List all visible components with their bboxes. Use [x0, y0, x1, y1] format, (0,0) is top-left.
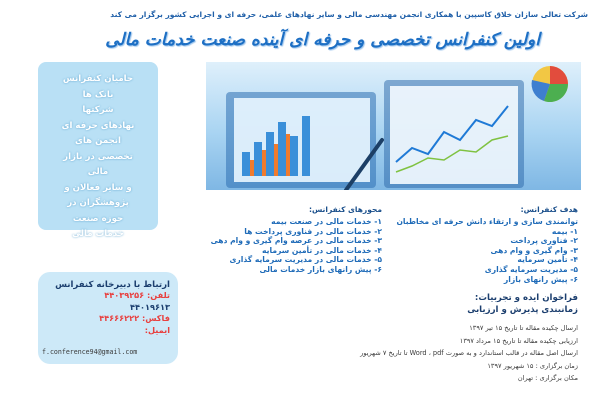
contact-phone-2: ۴۴۰۱۹۶۱۳	[130, 301, 170, 312]
goal-item: ۳- وام گیری و وام دهی	[490, 245, 578, 255]
topic-item: ۲- خدمات مالی در فناوری پرداخت ها	[244, 226, 382, 236]
sponsors-line: بانک ها	[82, 89, 114, 100]
topics-section	[210, 205, 382, 275]
contact-fax: فاکس: ۴۴۶۶۶۲۲۲	[99, 313, 170, 323]
sponsors-line: نهادهای حرفه ای	[61, 120, 135, 131]
contact-email-label: ایمیل:	[144, 324, 170, 335]
sponsors-line: انجمن های	[75, 136, 121, 146]
topic-item: ۶- پیش رانهای بازار خدمات مالی	[259, 264, 382, 274]
sponsors-line: پژوهشگران در	[67, 198, 129, 208]
sponsors-heading: حامیان کنفرانس	[62, 74, 134, 84]
intro-line: شرکت تعالی سازان خلاق کاسپین با همکاری انجمن مهندسی مالی و سایر نهادهای علمی، حرفه ای و اجرایی کشور برگزار می کند	[110, 10, 588, 19]
goal-item: ۶- پیش رانهای بازار	[503, 274, 578, 284]
goals-heading: هدف کنفرانس:	[520, 205, 578, 214]
goal-item: ۴- تأمین سرمایه	[517, 255, 578, 265]
sponsors-box	[38, 62, 158, 239]
sponsors-line: حوزه صنعت	[72, 213, 124, 224]
topic-item: ۳- خدمات مالی در عرصه وام گیری و وام دهی	[210, 236, 382, 246]
call-for-papers	[223, 292, 578, 382]
goal-item: ۲- فناوری پرداخت	[510, 236, 578, 246]
sponsors-line: و سایر فعالان و	[64, 182, 132, 193]
financial-charts-illustration	[206, 62, 581, 190]
page-title: اولین کنفرانس تخصصی و حرفه ای آینده صنعت خدمات مالی	[105, 30, 540, 50]
sponsors-line: شرکتها	[82, 105, 114, 115]
call-subtitle: زمانبندی پذیرش و ارزیابی	[467, 305, 578, 315]
goals-section	[398, 205, 578, 284]
goal-item: توانمندی سازی و ارتقاء دانش حرفه ای مخاطبان	[396, 217, 578, 226]
topic-item: ۱- خدمات مالی در صنعت بیمه	[271, 217, 382, 226]
call-line: ارسال اصل مقاله در قالب استاندارد و به صورت Word ، pdf تا تاریخ ۷ شهریور	[360, 349, 578, 357]
contact-email[interactable]: f.conference94@gmail.com	[42, 348, 138, 356]
topic-item: ۵- خدمات مالی در مدیریت سرمایه گذاری	[229, 255, 382, 265]
goal-item: ۵- مدیریت سرمایه گذاری	[484, 264, 578, 274]
goal-item: ۱- بیمه	[551, 226, 578, 236]
topics-heading: محورهای کنفرانس:	[308, 205, 382, 214]
call-line: مکان برگزاری : تهران	[517, 374, 578, 382]
contact-phone: تلفن: ۴۴۰۳۹۲۵۶	[104, 290, 170, 300]
header-photo	[206, 62, 581, 190]
topic-item: ۴- خدمات مالی در تأمین سرمایه	[262, 245, 382, 255]
call-line: زمان برگزاری : ۱۵ شهریور ۱۳۹۷	[487, 361, 578, 370]
contact-title: ارتباط با دبیرخانه کنفرانس	[55, 280, 170, 290]
sponsors-line: مالی	[87, 167, 109, 177]
sponsors-line: خدمات مالی	[72, 229, 124, 239]
call-title: فراخوان ایده و تجربیات:	[474, 293, 578, 303]
sponsors-line: تخصصی در بازار	[63, 151, 133, 162]
call-line: ارسال چکیده مقاله تا تاریخ ۱۵ تیر ۱۳۹۷	[469, 324, 578, 332]
call-line: ارزیابی چکیده مقاله تا تاریخ ۱۵ مرداد ۱۳۹۷	[459, 336, 578, 345]
